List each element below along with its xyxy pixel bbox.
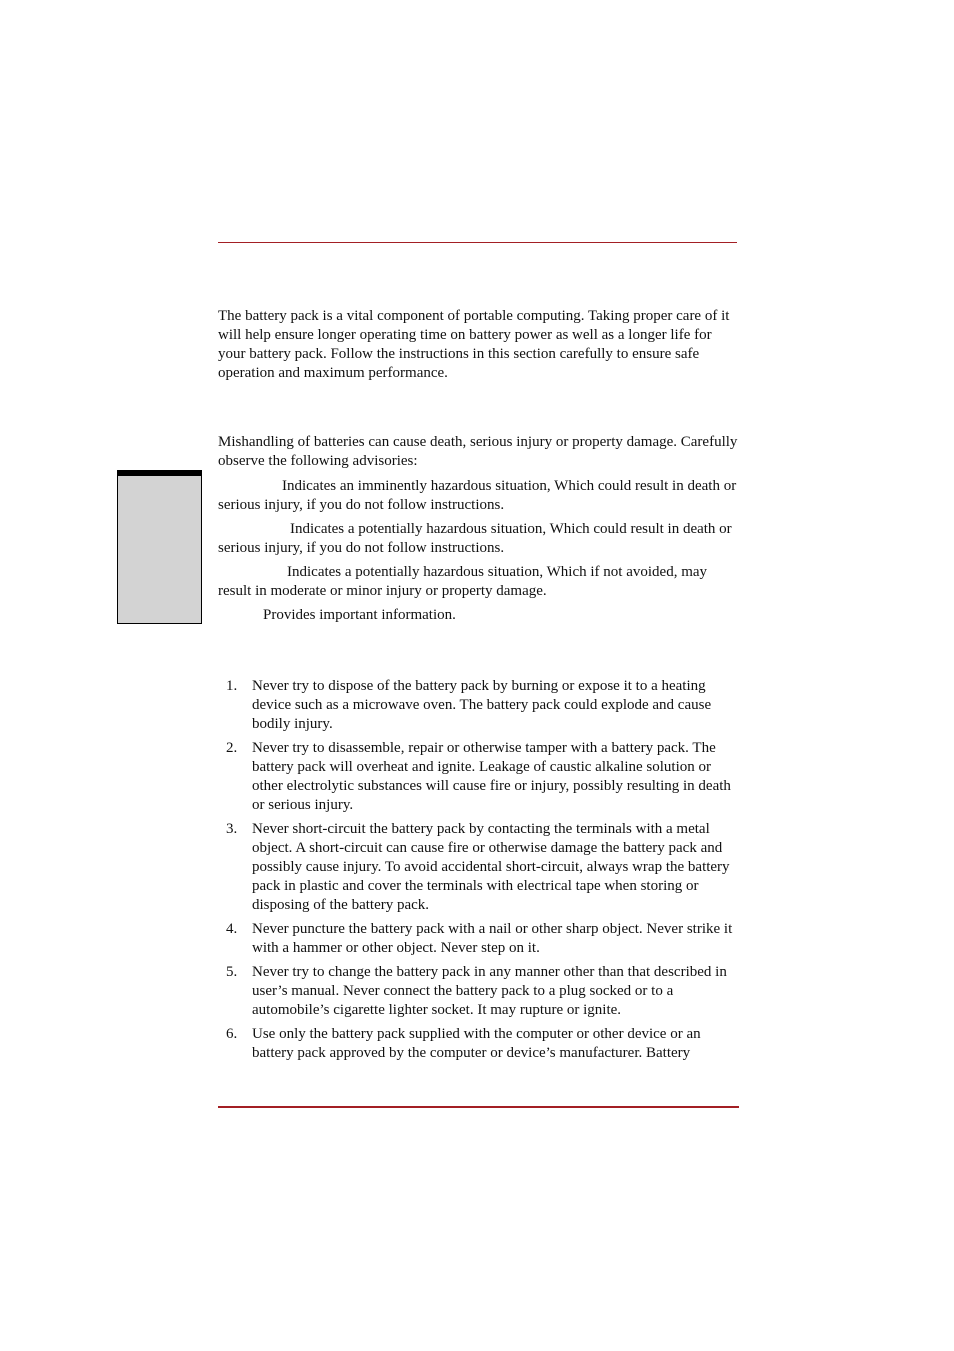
advisory-note: Provides important information.: [263, 607, 456, 623]
advisory-warning: Indicates a potentially hazardous situation, Which could result in death or serious injury, if you do not follow instructions.: [218, 521, 732, 556]
list-item-number: 2.: [226, 740, 238, 756]
list-item-text: Use only the battery pack supplied with the computer or other device or an battery pack approved by the computer or device’s manufacturer. Battery: [252, 1026, 701, 1061]
list-item-number: 1.: [226, 678, 238, 694]
advisory-danger: Indicates an imminently hazardous situation, Which could result in death or serious injury, if you do not follow instructions.: [218, 478, 737, 513]
advisory-caution: Indicates a potentially hazardous situation, Which if not avoided, may result in moderate or minor injury or property damage.: [218, 564, 708, 599]
chapter-tab-marker: [117, 470, 202, 624]
list-item-number: 6.: [226, 1026, 238, 1042]
list-item-text: Never try to dispose of the battery pack by burning or expose it to a heating device such as a microwave oven. The battery pack could explode and cause bodily injury.: [252, 678, 712, 732]
list-item: [218, 920, 738, 958]
list-item: [218, 963, 738, 1020]
list-item-text: Never try to disassemble, repair or otherwise tamper with a battery pack. The battery pack will overheat and ignite. Leakage of caustic alkaline solution or other electrolytic substances will cause fire or injury, possibly resulting in death or serious injury.: [252, 740, 731, 813]
header-rule: [218, 242, 737, 243]
list-item: [218, 820, 738, 915]
list-item: [218, 739, 738, 815]
list-item-text: Never puncture the battery pack with a nail or other sharp object. Never strike it with a hammer or other object. Never step on it.: [252, 921, 733, 956]
footer-rule: [218, 1106, 739, 1108]
mishandling-paragraph: Mishandling of batteries can cause death, serious injury or property damage. Carefully observe the following advisories:: [218, 434, 738, 469]
list-item: [218, 677, 738, 734]
list-item-number: 3.: [226, 821, 238, 837]
list-item-text: Never try to change the battery pack in any manner other than that described in user’s manual. Never connect the battery pack to a plug socked or to a automobile’s cigarette lighter socket. It may rupture or ignite.: [252, 964, 727, 1018]
safety-instructions-list: [218, 677, 738, 1068]
list-item-number: 4.: [226, 921, 238, 937]
list-item-number: 5.: [226, 964, 238, 980]
intro-paragraph: The battery pack is a vital component of portable computing. Taking proper care of it will help ensure longer operating time on battery power as well as a longer life for your battery pack. Follow the instructions in this section carefully to ensure safe operation and maximum performance.: [218, 308, 730, 381]
list-item: [218, 1025, 738, 1063]
list-item-text: Never short-circuit the battery pack by contacting the terminals with a metal object. A short-circuit can cause fire or otherwise damage the battery pack and possibly cause injury. To avoid accidental short-circuit, always wrap the battery pack in plastic and cover the terminals with electrical tape when storing or disposing of the battery pack.: [252, 821, 730, 913]
